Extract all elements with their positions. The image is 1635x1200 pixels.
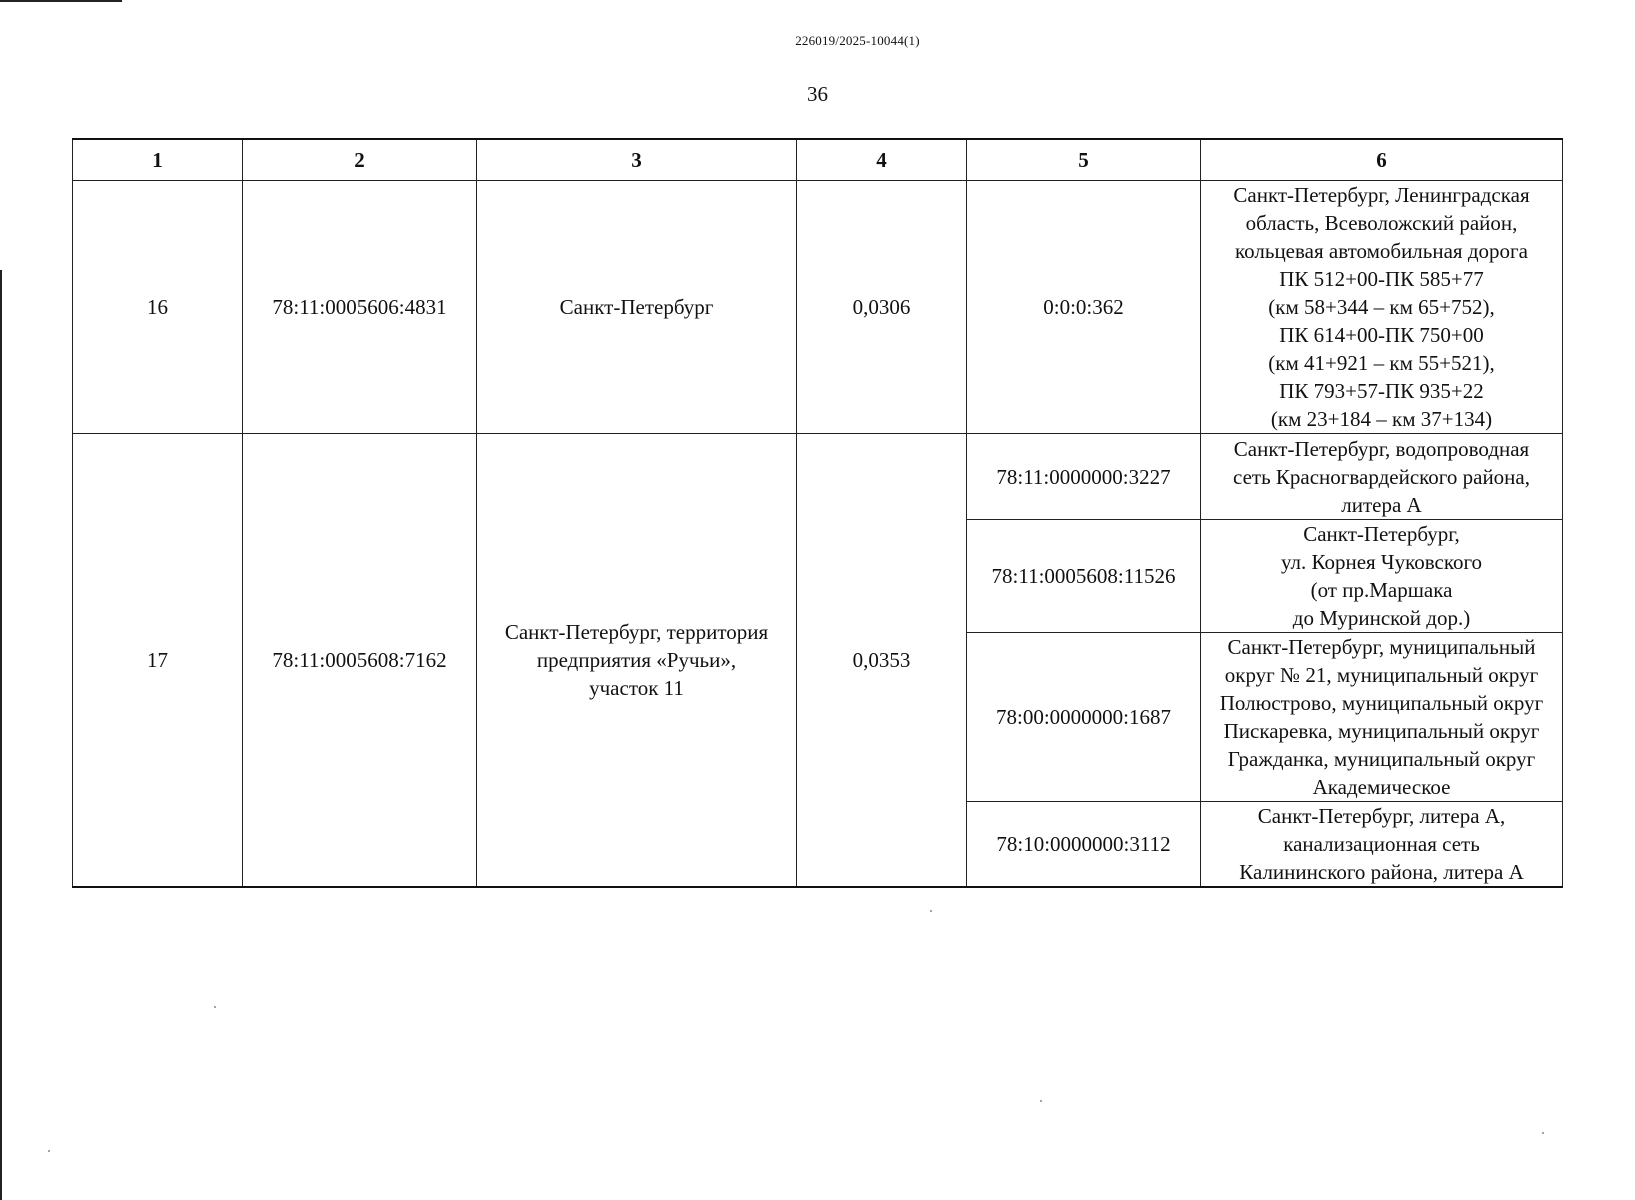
object-code: 0:0:0:362 xyxy=(967,181,1201,434)
plot-area: 0,0306 xyxy=(797,181,967,434)
scan-edge-mark-top xyxy=(0,0,122,2)
object-code: 78:10:0000000:3112 xyxy=(967,802,1201,888)
object-code: 78:00:0000000:1687 xyxy=(967,633,1201,802)
page-number: 36 xyxy=(807,82,828,106)
column-header-5: 5 xyxy=(967,139,1201,181)
scan-speck xyxy=(214,1006,216,1008)
scan-speck xyxy=(930,910,932,912)
object-location: Санкт-Петербург, ул. Корнея Чуковского (от пр.Маршака до Муринской дор.) xyxy=(1201,520,1563,633)
scan-speck xyxy=(1040,1100,1042,1102)
table-header-row xyxy=(73,139,1563,181)
row-number: 16 xyxy=(73,181,243,434)
row-number: 17 xyxy=(73,434,243,888)
column-header-6: 6 xyxy=(1201,139,1563,181)
column-header-1: 1 xyxy=(73,139,243,181)
cadastral-number: 78:11:0005608:7162 xyxy=(243,434,477,888)
object-location: Санкт-Петербург, водопроводная сеть Красногвардейского района, литера А xyxy=(1201,434,1563,520)
scan-edge-mark-left xyxy=(0,270,2,1200)
scan-speck xyxy=(48,1150,50,1152)
plot-address: Санкт-Петербург xyxy=(477,181,797,434)
object-location: Санкт-Петербург, литера А, канализационная сеть Калининского района, литера А xyxy=(1201,802,1563,888)
object-code: 78:11:0000000:3227 xyxy=(967,434,1201,520)
cadastral-number: 78:11:0005606:4831 xyxy=(243,181,477,434)
scan-speck xyxy=(1542,1132,1544,1134)
object-location: Санкт-Петербург, муниципальный округ № 21, муниципальный округ Полюстрово, муниципальный округ Пискаревка, муниципальный округ Гражданка, муниципальный округ Академическое xyxy=(1201,633,1563,802)
column-header-2: 2 xyxy=(243,139,477,181)
table-row xyxy=(73,434,1563,520)
column-header-4: 4 xyxy=(797,139,967,181)
plot-address: Санкт-Петербург, территория предприятия «Ручьи», участок 11 xyxy=(477,434,797,888)
land-plot-table xyxy=(72,138,1563,888)
document-registration-number: 226019/2025-10044(1) xyxy=(795,33,920,48)
object-code: 78:11:0005608:11526 xyxy=(967,520,1201,633)
column-header-3: 3 xyxy=(477,139,797,181)
plot-area: 0,0353 xyxy=(797,434,967,888)
object-location: Санкт-Петербург, Ленинградская область, Всеволожский район, кольцевая автомобильная дорога ПК 512+00-ПК 585+77 (км 58+344 – км 65+752), ПК 614+00-ПК 750+00 (км 41+921 – км 55+521), ПК 793+57-ПК 935+22 (км 23+184 – км 37+134) xyxy=(1201,181,1563,434)
table-row xyxy=(73,181,1563,434)
